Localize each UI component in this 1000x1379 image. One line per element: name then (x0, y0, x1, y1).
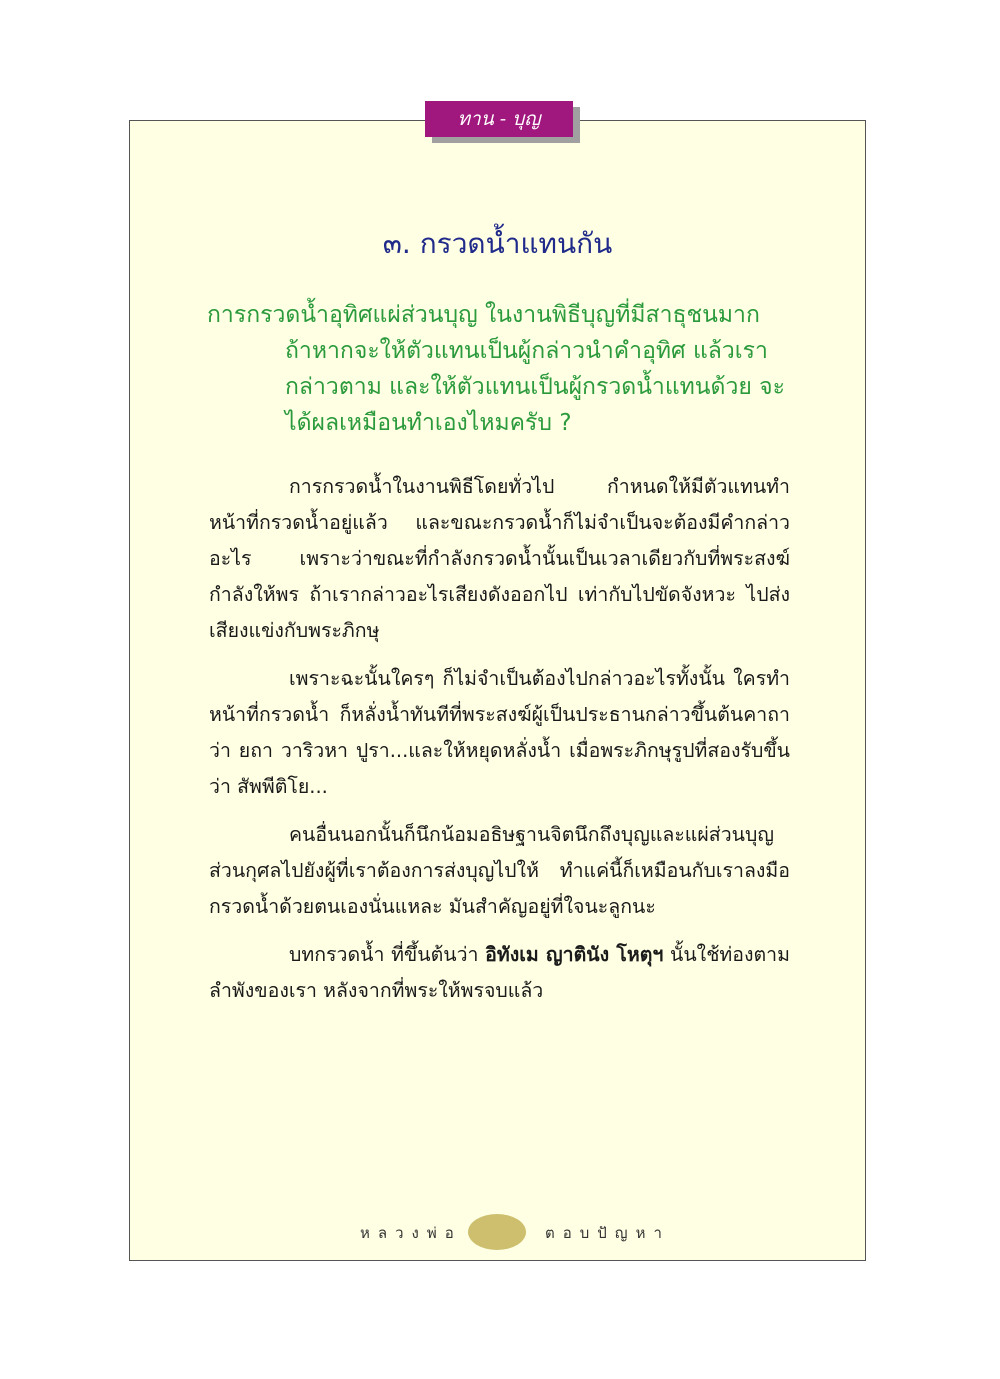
answer-paragraph-3: คนอื่นนอกนั้นก็นึกน้อมอธิษฐานจิตนึกถึงบุญและแผ่ส่วนบุญส่วนกุศลไปยังผู้ที่เราต้องการส่งบุญไปให้ ทำแค่นี้ก็เหมือนกับเราลงมือกรวดน้ำด้วยตนเองนั่นแหละ มันสำคัญอยู่ที่ใจนะลูกนะ (209, 823, 790, 918)
paragraph-4-rest: นั้นใช้ท่องตามลำพังของเรา หลังจากที่พระให้พรจบแล้ว (209, 943, 790, 1002)
question-text: การกรวดน้ำอุทิศแผ่ส่วนบุญ ในงานพิธีบุญที่มีสาธุชนมาก ถ้าหากจะให้ตัวแทนเป็นผู้กล่าวนำคำอุทิศ แล้วเรากล่าวตาม และให้ตัวแทนเป็นผู้กรวดน้ำแทนด้วย จะได้ผลเหมือนทำเองไหมครับ ? (207, 302, 786, 436)
answer-paragraph-1: การกรวดน้ำในงานพิธีโดยทั่วไป กำหนดให้มีตัวแทนทำหน้าที่กรวดน้ำอยู่แล้ว และขณะกรวดน้ำก็ไม่จำเป็นจะต้องมีคำกล่าวอะไร เพราะว่าขณะที่กำลังกรวดน้ำนั้นเป็นเวลาเดียวกับที่พระสงฆ์กำลังให้พร ถ้าเรากล่าวอะไรเสียงดังออกไป เท่ากับไปขัดจังหวะ ไปส่งเสียงแข่งกับพระภิกษุ (209, 475, 790, 642)
footer-left-text: หลวงพ่อ (360, 1224, 462, 1242)
footer-right-text: ตอบปัญหา (545, 1224, 670, 1242)
article-title: ๓. กรวดน้ำแทนกัน (382, 227, 613, 260)
answer-paragraph-4 (209, 937, 790, 1009)
paragraph-4-lead: บทกรวดน้ำ ที่ขึ้นต้นว่า (289, 943, 486, 966)
page-number-oval (468, 1214, 526, 1250)
answer-paragraph-2: เพราะฉะนั้นใครๆ ก็ไม่จำเป็นต้องไปกล่าวอะไรทั้งนั้น ใครทำหน้าที่กรวดน้ำ ก็หลั่งน้ำทันทีที่พระสงฆ์ผู้เป็นประธานกล่าวขึ้นต้นคาถาว่า ยถา วาริวหา ปูรา...และให้หยุดหลั่งน้ำ เมื่อพระภิกษุรูปที่สองรับขึ้นว่า สัพพีติโย... (209, 667, 790, 798)
answer-body (209, 469, 790, 1021)
chant-name: อิทังเม ญาตินัง โหตุฯ (485, 943, 664, 966)
header-tab: ทาน - บุญ (425, 101, 573, 137)
